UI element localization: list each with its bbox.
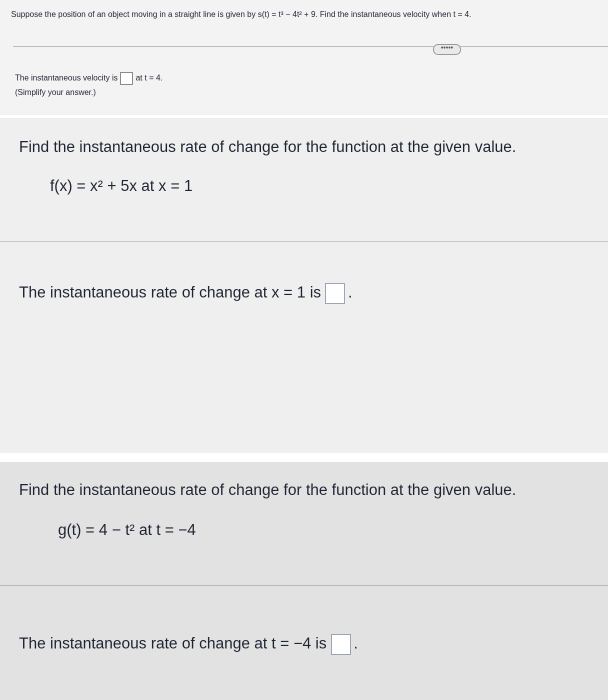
problem2-title: Find the instantaneous rate of change for the function at the given value.	[19, 139, 517, 156]
problem2-answer-line	[19, 283, 352, 304]
problem3-answer-suffix: .	[353, 635, 358, 653]
problem1-divider	[13, 46, 608, 47]
problem3-title: Find the instantaneous rate of change for the function at the given value.	[19, 482, 517, 499]
problem3-answer-line	[19, 634, 358, 655]
problem1-answer-line	[15, 72, 163, 85]
problem2-answer-prefix: The instantaneous rate of change at x = 1 is	[19, 284, 322, 302]
rate-answer-input-2[interactable]	[331, 634, 351, 655]
velocity-answer-input[interactable]	[120, 72, 133, 85]
rate-answer-input-1[interactable]	[325, 283, 345, 304]
more-options-button[interactable]: •••••	[433, 44, 461, 55]
problem1-answer-prefix: The instantaneous velocity is	[15, 73, 118, 83]
problem1-answer-suffix: at t = 4.	[135, 73, 163, 83]
problem1-hint: (Simplify your answer.)	[15, 88, 96, 97]
problem2-answer-suffix: .	[348, 284, 353, 302]
problem3-answer-prefix: The instantaneous rate of change at t = −4 is	[19, 635, 327, 653]
problem2-function: f(x) = x² + 5x at x = 1	[50, 178, 193, 195]
problem1-question: Suppose the position of an object moving in a straight line is given by s(t) = t³ − 4t² + 9. Find the instantaneous velocity when t = 4.	[11, 10, 472, 19]
problem2-divider	[0, 241, 608, 242]
problem3-divider	[0, 585, 608, 586]
problem3-function: g(t) = 4 − t² at t = −4	[58, 522, 196, 539]
